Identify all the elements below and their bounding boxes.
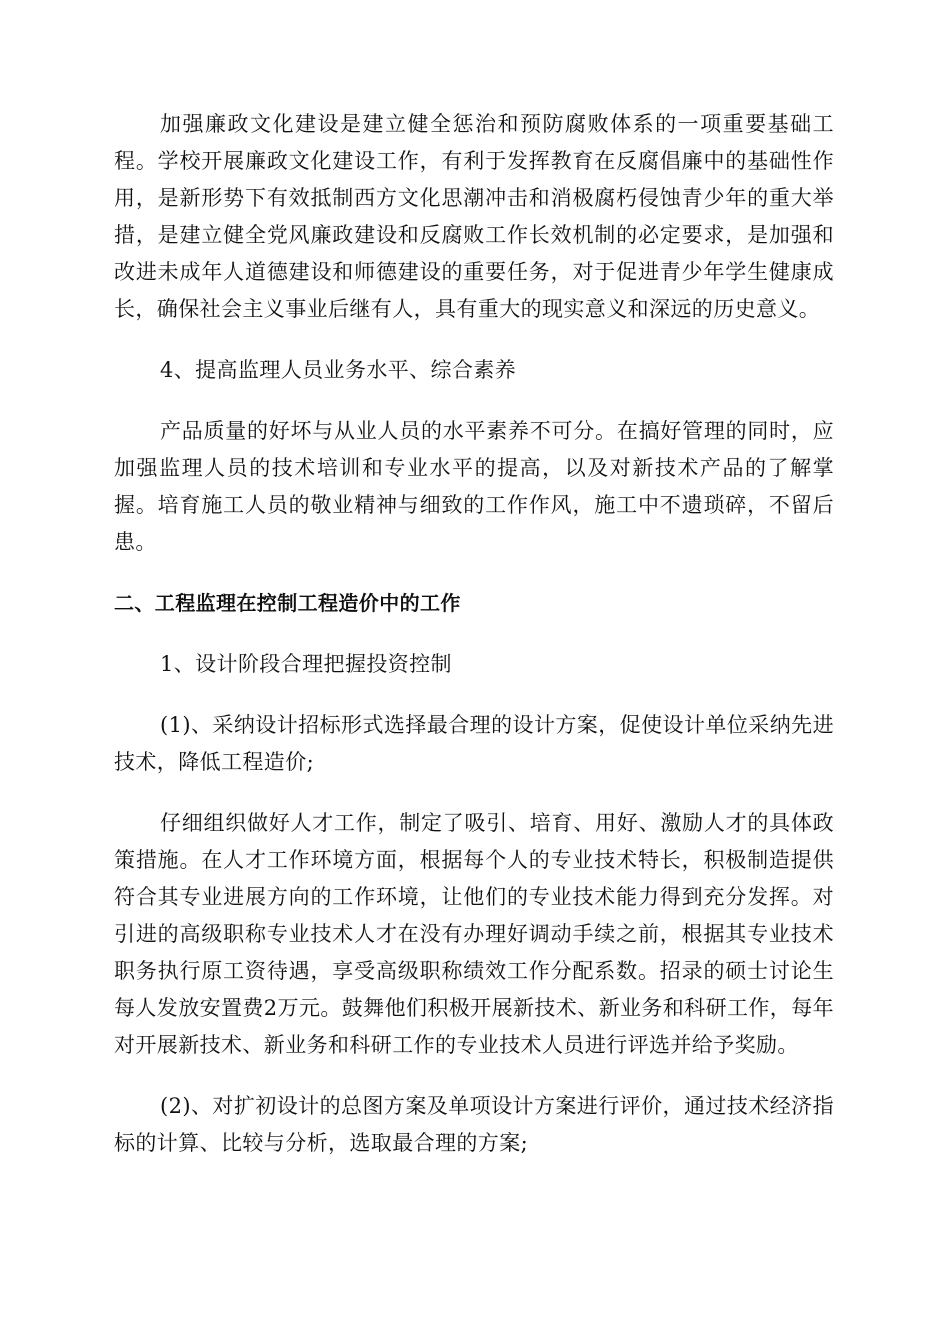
paragraph-anti-corruption-culture: 加强廉政文化建设是建立健全惩治和预防腐败体系的一项重要基础工程。学校开展廉政文化建设工作，有利于发挥教育在反腐倡廉中的基础性作用，是新形势下有效抵制西方文化思潮冲击和消极腐朽侵蚀青少年的重大举措，是建立健全党风廉政建设和反腐败工作长效机制的必定要求，是加强和改进未成年人道德建设和师德建设的重要任务，对于促进青少年学生健康成长，确保社会主义事业后继有人，具有重大的现实意义和深远的历史意义。 [114, 112, 834, 321]
paragraph-design-tender: (1)、采纳设计招标形式选择最合理的设计方案，促使设计单位采纳先进技术，降低工程造价; [114, 713, 834, 774]
subheading-improve-supervisors: 4、提高监理人员业务水平、综合素养 [160, 358, 517, 382]
paragraph-product-quality: 产品质量的好坏与从业人员的水平素养不可分。在搞好管理的同时，应加强监理人员的技术培训和专业水平的提高，以及对新技术产品的了解掌握。培育施工人员的敬业精神与细致的工作作风，施工中不遗琐碎，不留后患。 [114, 419, 834, 554]
subheading-design-stage: 1、设计阶段合理把握投资控制 [160, 652, 452, 676]
paragraph-talent-work: 仔细组织做好人才工作，制定了吸引、培育、用好、激励人才的具体政策措施。在人才工作环境方面，根据每个人的专业技术特长，积极制造提供符合其专业进展方向的工作环境，让他们的专业技术能力得到充分发挥。对引进的高级职称专业技术人才在没有办理好调动手续之前，根据其专业技术职务执行原工资待遇，享受高级职称绩效工作分配系数。招录的硕士讨论生每人发放安置费2万元。鼓舞他们积极开展新技术、新业务和科研工作，每年对开展新技术、新业务和科研工作的专业技术人员进行评选并给予奖励。 [114, 811, 834, 1057]
document-body [114, 106, 834, 1186]
section-heading-cost-control: 二、工程监理在控制工程造价中的工作 [114, 591, 461, 615]
paragraph-preliminary-design: (2)、对扩初设计的总图方案及单项设计方案进行评价，通过技术经济指标的计算、比较与分析，选取最合理的方案; [114, 1094, 834, 1155]
